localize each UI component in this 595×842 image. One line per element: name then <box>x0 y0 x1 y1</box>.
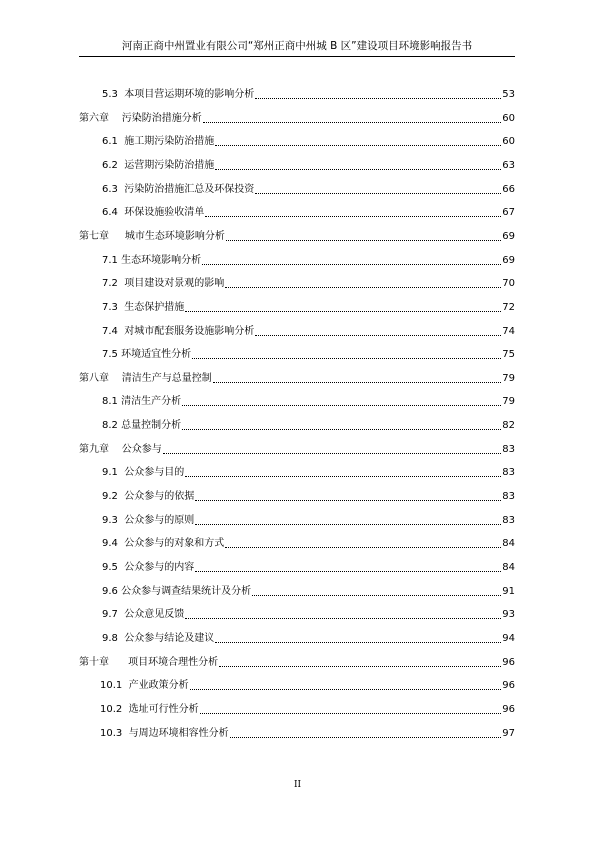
toc-entry-title: 10.1 产业政策分析 <box>100 680 189 692</box>
dot-leader <box>225 287 501 288</box>
dot-leader <box>182 429 501 430</box>
toc-chapter-entry[interactable] <box>79 441 515 457</box>
toc-entry-page: 96 <box>502 703 515 715</box>
toc-entry-title: 第十章 项目环境合理性分析 <box>79 656 219 668</box>
dot-leader <box>205 216 501 217</box>
toc-entry-title: 9.3 公众参与的原则 <box>102 514 195 526</box>
toc-section-entry[interactable] <box>79 677 515 693</box>
toc-entry-title: 第七章 城市生态环境影响分析 <box>79 230 225 242</box>
toc-section-entry[interactable] <box>79 488 515 504</box>
toc-entry-title: 5.3 本项目营运期环境的影响分析 <box>102 89 255 100</box>
toc-section-entry[interactable] <box>79 275 515 291</box>
toc-section-entry[interactable] <box>79 417 515 433</box>
dot-leader <box>219 666 501 667</box>
toc-entry-title: 7.5 环境适宜性分析 <box>102 349 192 361</box>
toc-entry-title: 6.2 运营期污染防治措施 <box>102 159 215 171</box>
toc-section-entry[interactable] <box>79 133 515 149</box>
dot-leader <box>163 453 502 454</box>
toc-entry-title: 7.2 项目建设对景观的影响 <box>102 278 225 290</box>
dot-leader <box>200 713 502 714</box>
toc-entry-page: 96 <box>502 680 515 692</box>
toc-entry-title: 9.4 公众参与的对象和方式 <box>102 538 225 550</box>
toc-chapter-entry[interactable] <box>79 370 515 386</box>
toc-entry-page: 84 <box>502 538 515 550</box>
toc-section-entry[interactable] <box>79 701 515 717</box>
toc-entry-page: 79 <box>502 372 515 384</box>
toc-entry-title: 6.1 施工期污染防治措施 <box>102 136 215 148</box>
toc-entry-page: 93 <box>502 609 515 621</box>
toc-entry-title: 第九章 公众参与 <box>79 443 162 455</box>
toc-entry-page: 83 <box>502 467 515 479</box>
toc-entry-page: 69 <box>502 230 515 242</box>
toc-section-entry[interactable] <box>79 86 515 102</box>
dot-leader <box>252 595 501 596</box>
toc-entry-title: 8.1 清洁生产分析 <box>102 396 182 408</box>
toc-section-entry[interactable] <box>79 346 515 362</box>
toc-entry-page: 84 <box>502 562 515 573</box>
toc-entry-page: 53 <box>502 89 515 100</box>
toc-entry-title: 9.1 公众参与目的 <box>102 467 185 479</box>
dot-leader <box>182 405 501 406</box>
dot-leader <box>203 122 502 123</box>
toc-entry-title: 9.8 公众参与结论及建议 <box>102 632 215 644</box>
toc-entry-title: 6.3 污染防治措施汇总及环保投资 <box>102 183 255 195</box>
toc-entry-title: 9.6 公众参与调查结果统计及分析 <box>102 585 252 597</box>
dot-leader <box>202 264 501 265</box>
dot-leader <box>225 547 501 548</box>
toc-entry-title: 10.2 选址可行性分析 <box>100 703 199 715</box>
toc-entry-page: 74 <box>502 325 515 337</box>
toc-section-entry[interactable] <box>79 630 515 646</box>
dot-leader <box>195 524 501 525</box>
toc-section-entry[interactable] <box>79 583 515 599</box>
toc-entry-page: 60 <box>502 112 515 124</box>
toc-entry-page: 75 <box>502 349 515 361</box>
running-header: 河南正商中州置业有限公司“郑州正商中州城 B 区”建设项目环境影响报告书 <box>121 40 473 52</box>
dot-leader <box>185 311 501 312</box>
toc-entry-page: 63 <box>502 159 515 171</box>
toc-entry-page: 70 <box>502 278 515 290</box>
toc-entry-page: 79 <box>502 396 515 408</box>
toc-section-entry[interactable] <box>79 323 515 339</box>
toc-entry-page: 97 <box>502 727 515 739</box>
toc-section-entry[interactable] <box>79 393 515 409</box>
toc-section-entry[interactable] <box>79 252 515 268</box>
toc-entry-title: 9.2 公众参与的依据 <box>102 491 195 503</box>
toc-entry-page: 91 <box>502 585 515 597</box>
toc-section-entry[interactable] <box>79 299 515 315</box>
toc-entry-title: 9.5 公众参与的内容 <box>102 562 195 573</box>
toc-entry-page: 82 <box>502 420 515 432</box>
toc-entry-title: 6.4 环保设施验收清单 <box>102 207 205 219</box>
toc-section-entry[interactable] <box>79 181 515 197</box>
dot-leader <box>190 689 502 690</box>
toc-chapter-entry[interactable] <box>79 110 515 126</box>
toc-entry-title: 7.4 对城市配套服务设施影响分析 <box>102 325 255 337</box>
toc-entry-page: 83 <box>502 491 515 503</box>
dot-leader <box>195 571 501 572</box>
dot-leader <box>195 500 501 501</box>
toc-section-entry[interactable] <box>79 512 515 528</box>
toc-section-entry[interactable] <box>79 606 515 622</box>
toc-entry-title: 9.7 公众意见反馈 <box>102 609 185 621</box>
toc-section-entry[interactable] <box>79 464 515 480</box>
toc-entry-page: 60 <box>502 136 515 148</box>
toc-section-entry[interactable] <box>79 535 515 551</box>
dot-leader <box>215 642 501 643</box>
dot-leader <box>185 476 501 477</box>
dot-leader <box>255 98 501 99</box>
toc-section-entry[interactable] <box>79 559 515 575</box>
dot-leader <box>230 737 502 738</box>
toc-entry-page: 94 <box>502 632 515 644</box>
dot-leader <box>192 358 501 359</box>
toc-chapter-entry[interactable] <box>79 228 515 244</box>
dot-leader <box>215 145 501 146</box>
toc-entry-title: 第八章 清洁生产与总量控制 <box>79 372 212 384</box>
toc-section-entry[interactable] <box>79 157 515 173</box>
toc-entry-page: 66 <box>502 183 515 195</box>
toc-entry-page: 69 <box>502 254 515 266</box>
dot-leader <box>255 193 501 194</box>
toc-chapter-entry[interactable] <box>79 654 515 670</box>
toc-entry-title: 7.1 生态环境影响分析 <box>102 254 202 266</box>
toc-entry-title: 8.2 总量控制分析 <box>102 420 182 432</box>
toc-entry-page: 83 <box>502 443 515 455</box>
dot-leader <box>226 240 501 241</box>
toc-entry-page: 83 <box>502 514 515 526</box>
page-number: II <box>293 780 302 790</box>
header-rule <box>79 56 515 57</box>
toc-entry-title: 7.3 生态保护措施 <box>102 301 185 313</box>
dot-leader <box>255 335 501 336</box>
toc-section-entry[interactable] <box>79 725 515 741</box>
dot-leader <box>213 382 502 383</box>
toc-entry-page: 96 <box>502 656 515 668</box>
dot-leader <box>215 169 501 170</box>
toc-entry-page: 72 <box>502 301 515 313</box>
toc-section-entry[interactable] <box>79 204 515 220</box>
toc-entry-title: 第六章 污染防治措施分析 <box>79 112 202 124</box>
toc-entry-title: 10.3 与周边环境相容性分析 <box>100 727 229 739</box>
toc-entry-page: 67 <box>502 207 515 219</box>
dot-leader <box>185 618 501 619</box>
